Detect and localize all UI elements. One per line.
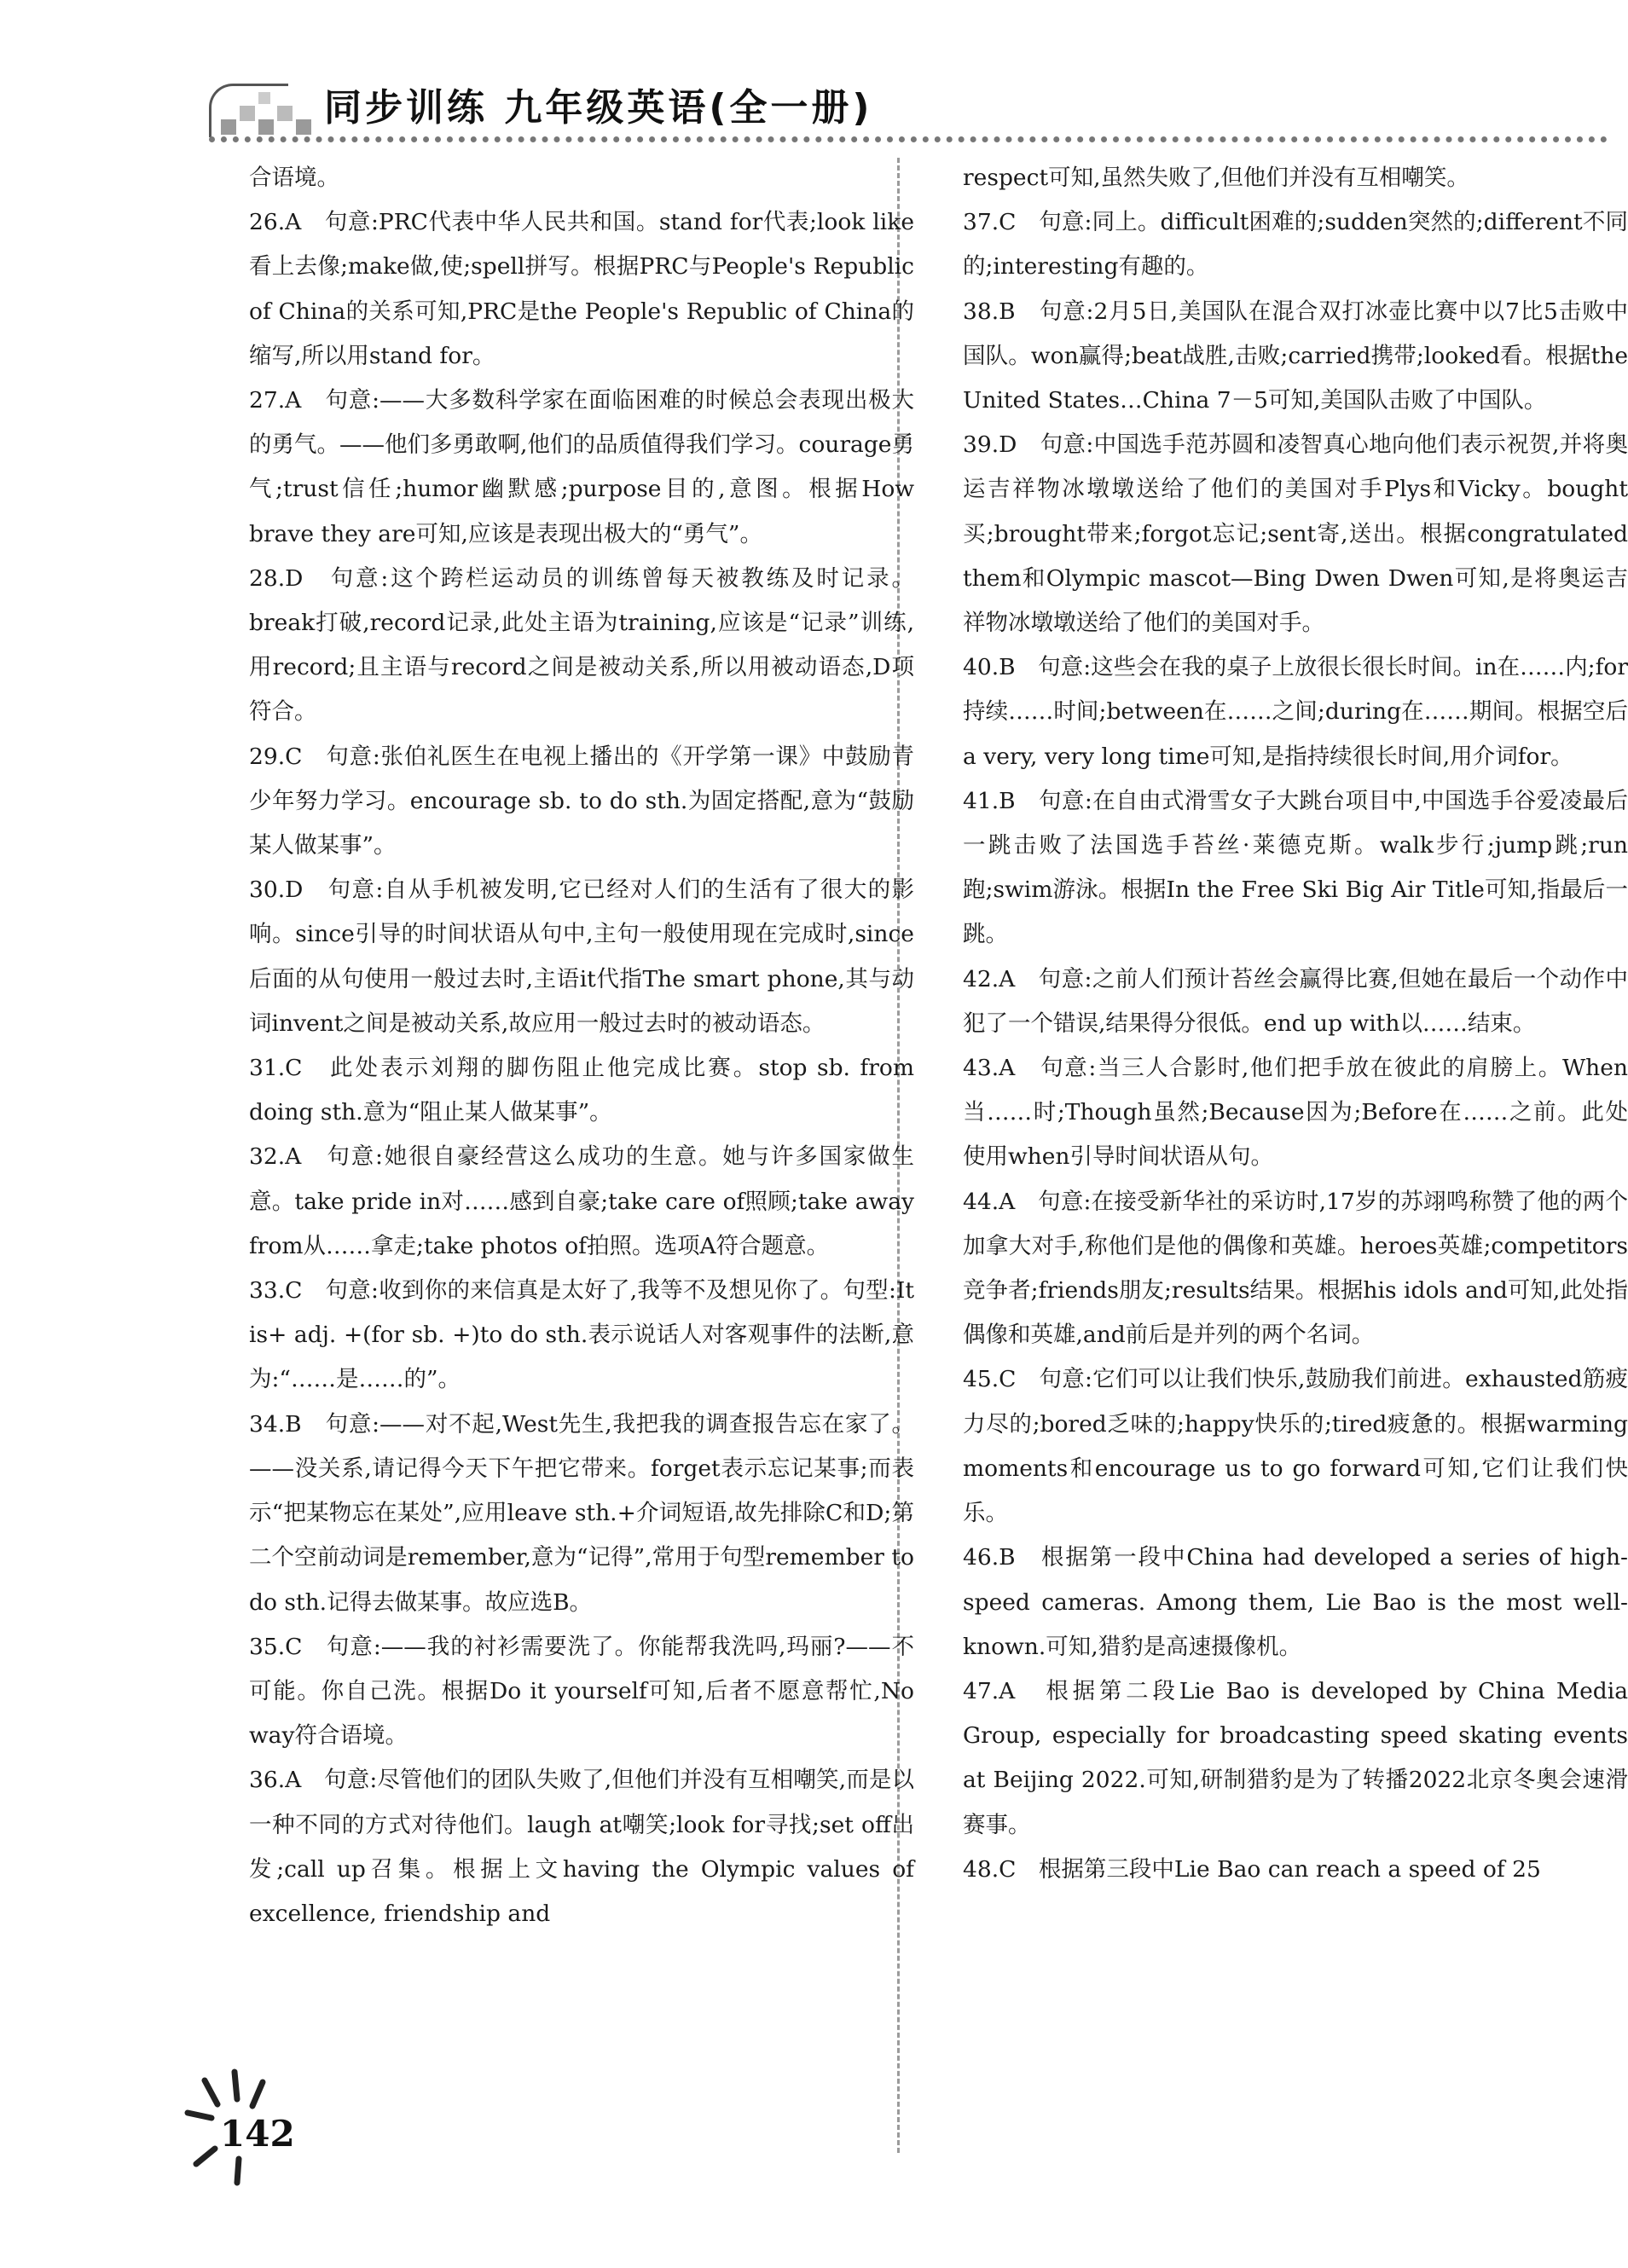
answer-entry: respect可知,虽然失败了,但他们并没有互相嘲笑。: [963, 165, 1469, 191]
page-number: 142: [220, 2113, 295, 2155]
answer-entry: 40.B 句意:这些会在我的桌子上放很长很长时间。in在……内;for持续……时间;between在……之间;during在……期间。根据空后a very, very long time可知,是指持续很长时间,用介词for。: [963, 654, 1628, 770]
answer-entry: 26.A 句意:PRC代表中华人民共和国。stand for代表;look like看上去像;make做,使;spell拼写。根据PRC与People's Republic of China的关系可知,PRC是the People's Republic of China的缩写,所以用stand for。: [249, 209, 914, 369]
answer-entry: 46.B 根据第一段中China had developed a series of high-speed cameras. Among them, Lie Bao is the most well-known.可知,猎豹是高速摄像机。: [963, 1544, 1628, 1660]
answer-entry: 36.A 句意:尽管他们的团队失败了,但他们并没有互相嘲笑,而是以一种不同的方式对待他们。laugh at嘲笑;look for寻找;set off出发;call up召集。根据上文having the Olympic values of excellence, friendship and: [249, 1767, 914, 1927]
answer-entry: 37.C 句意:同上。difficult困难的;sudden突然的;different不同的;interesting有趣的。: [963, 209, 1628, 281]
answer-entry: 30.D 句意:自从手机被发明,它已经对人们的生活有了很大的影响。since引导的时间状语从句中,主句一般使用现在完成时,since后面的从句使用一般过去时,主语it代指The smart phone,其与动词invent之间是被动关系,故应用一般过去时的被动语态。: [249, 877, 914, 1037]
page-header: [0, 0, 1628, 162]
answer-entry: 45.C 句意:它们可以让我们快乐,鼓励我们前进。exhausted筋疲力尽的;bored乏味的;happy快乐的;tired疲惫的。根据warming moments和encourage us to go forward可知,它们让我们快乐。: [963, 1366, 1628, 1527]
answer-entry: 31.C 此处表示刘翔的脚伤阻止他完成比赛。stop sb. from doing sth.意为“阻止某人做某事”。: [249, 1055, 914, 1126]
header-divider: [209, 136, 1608, 142]
answer-entry: 29.C 句意:张伯礼医生在电视上播出的《开学第一课》中鼓励青少年努力学习。encourage sb. to do sth.为固定搭配,意为“鼓励某人做某事”。: [249, 743, 914, 859]
right-column: [963, 156, 1628, 1892]
answer-entry: 合语境。: [249, 165, 339, 191]
book-logo-icon: [209, 75, 320, 140]
answer-entry: 28.D 句意:这个跨栏运动员的训练曾每天被教练及时记录。break打破,record记录,此处主语为training,应该是“记录”训练,用record;且主语与record之间是被动关系,所以用被动语态,D项符合。: [249, 564, 914, 726]
left-column: [249, 156, 914, 1936]
answer-entry: 42.A 句意:之前人们预计苔丝会赢得比赛,但她在最后一个动作中犯了一个错误,结果得分很低。end up with以……结束。: [963, 965, 1628, 1037]
answer-entry: 38.B 句意:2月5日,美国队在混合双打冰壶比赛中以7比5击败中国队。won赢得;beat战胜,击败;carried携带;looked看。根据the United States…China 7－5可知,美国队击败了中国队。: [963, 298, 1628, 414]
answer-entry: 43.A 句意:当三人合影时,他们把手放在彼此的肩膀上。When当……时;Though虽然;Because因为;Before在……之前。此处使用when引导时间状语从句。: [963, 1055, 1628, 1171]
answer-entry: 27.A 句意:——大多数科学家在面临困难的时候总会表现出极大的勇气。——他们多勇敢啊,他们的品质值得我们学习。courage勇气;trust信任;humor幽默感;purpose目的,意图。根据How brave they are可知,应该是表现出极大的“勇气”。: [249, 387, 914, 547]
answer-entry: 39.D 句意:中国选手范苏圆和凌智真心地向他们表示祝贺,并将奥运吉祥物冰墩墩送给了他们的美国对手Plys和Vicky。bought买;brought带来;forgot忘记;sent寄,送出。根据congratulated them和Olympic mascot—Bing Dwen Dwen可知,是将奥运吉祥物冰墩墩送给了他们的美国对手。: [963, 431, 1628, 637]
answer-entry: 41.B 句意:在自由式滑雪女子大跳台项目中,中国选手谷爱凌最后一跳击败了法国选手苔丝·莱德克斯。walk步行;jump跳;run跑;swim游泳。根据In the Free Ski Big Air Title可知,指最后一跳。: [963, 787, 1628, 948]
answer-entry: 33.C 句意:收到你的来信真是太好了,我等不及想见你了。句型:It is+ adj. +(for sb. +)to do sth.表示说话人对客观事件的法断,意为:“……是……的”。: [249, 1277, 914, 1393]
answer-entry: 34.B 句意:——对不起,West先生,我把我的调查报告忘在家了。——没关系,请记得今天下午把它带来。forget表示忘记某事;而表示“把某物忘在某处”,应用leave sth.+介词短语,故先排除C和D;第二个空前动词是remember,意为“记得”,常用于句型remember to do sth.记得去做某事。故应选B。: [249, 1410, 914, 1616]
answer-entry: 48.C 根据第三段中Lie Bao can reach a speed of 25: [963, 1855, 1541, 1883]
answer-entry: 47.A 根据第二段Lie Bao is developed by China Media Group, especially for broadcasting speed skating events at Beijing 2022.可知,研制猎豹是为了转播2022北京冬奥会速滑赛事。: [963, 1677, 1628, 1838]
answer-entry: 35.C 句意:——我的衬衫需要洗了。你能帮我洗吗,玛丽?——不可能。你自己洗。根据Do it yourself可知,后者不愿意帮忙,No way符合语境。: [249, 1633, 914, 1750]
page-title: 同步训练 九年级英语(全一册): [324, 86, 873, 130]
answer-entry: 32.A 句意:她很自豪经营这么成功的生意。她与许多国家做生意。take pride in对……感到自豪;take care of照顾;take away from从……拿走;take photos of拍照。选项A符合题意。: [249, 1143, 914, 1259]
answer-entry: 44.A 句意:在接受新华社的采访时,17岁的苏翊鸣称赞了他的两个加拿大对手,称他们是他的偶像和英雄。heroes英雄;competitors竞争者;friends朋友;results结果。根据his idols and可知,此处指偶像和英雄,and前后是并列的两个名词。: [963, 1188, 1628, 1349]
